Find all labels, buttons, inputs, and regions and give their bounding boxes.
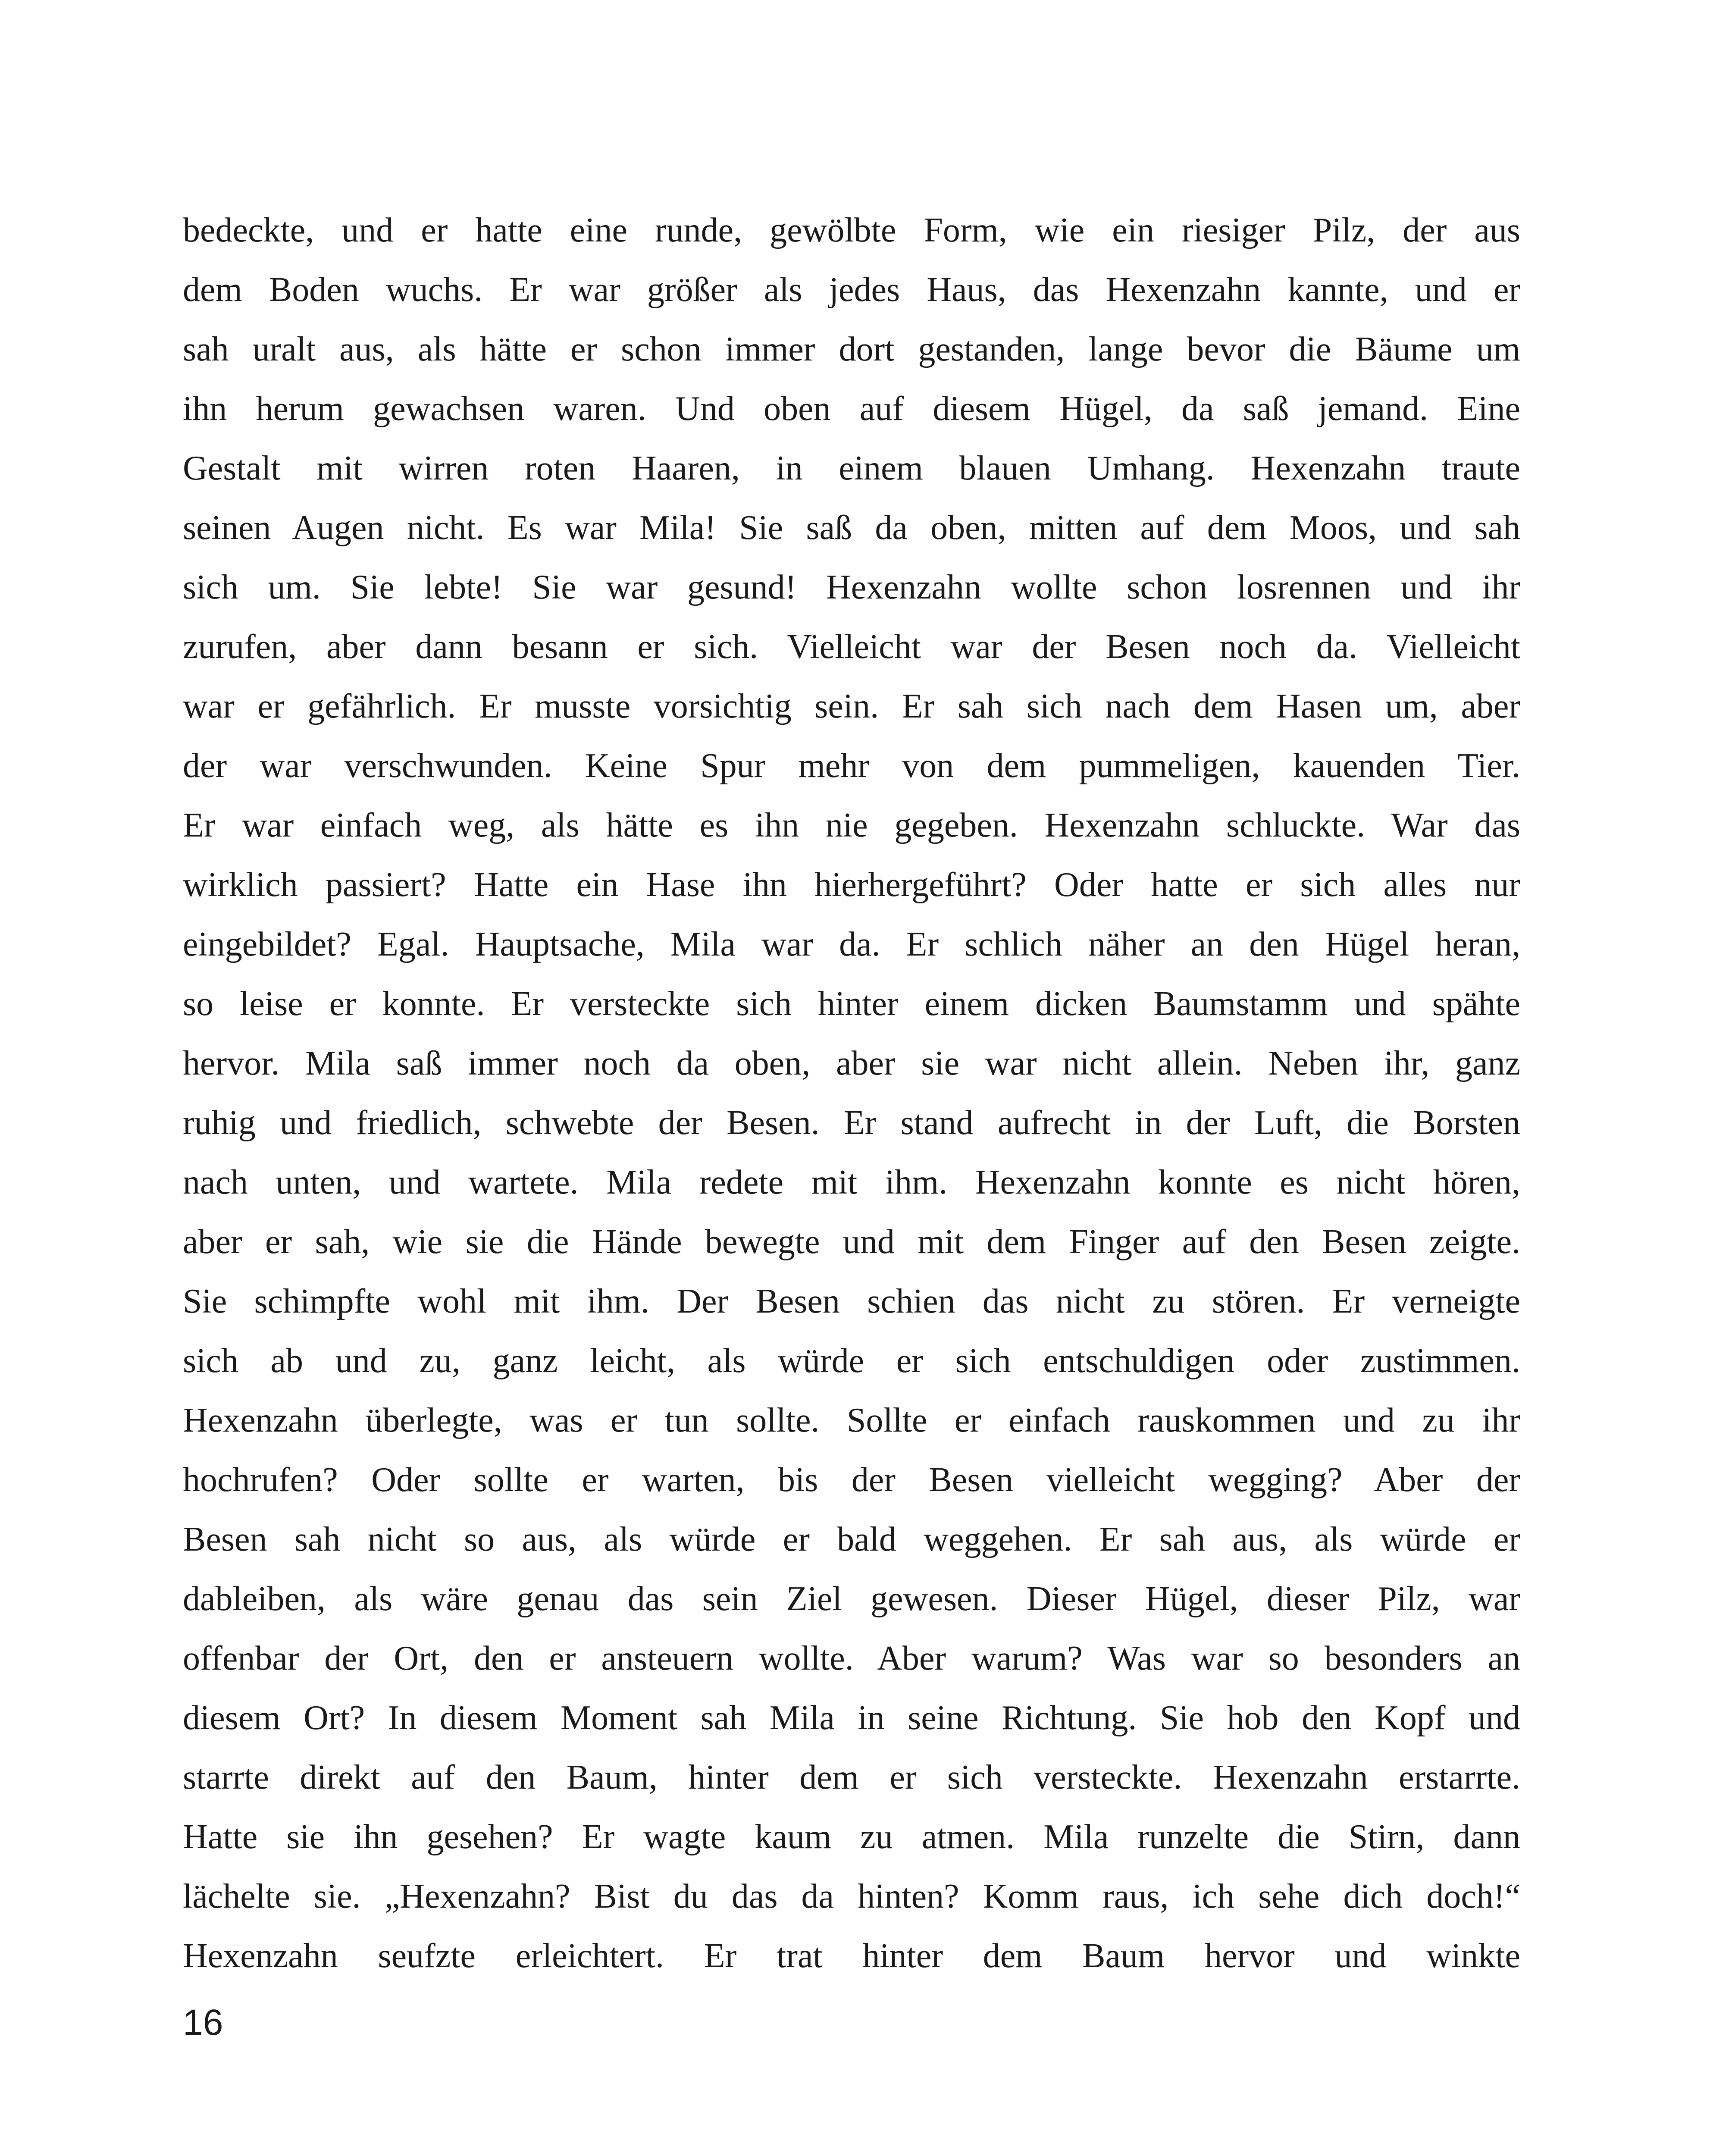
text-line: der war verschwunden. Keine Spur mehr von dem pummeligen, kauenden Tier. [183,747,1520,785]
text-line: Sie schimpfte wohl mit ihm. Der Besen schien das nicht zu stören. Er verneigte [183,1282,1520,1320]
text-line: lächelte sie. „Hexenzahn? Bist du das da hinten? Komm raus, ich sehe dich doch!“ [183,1877,1520,1915]
text-line: dem Boden wuchs. Er war größer als jedes Haus, das Hexenzahn kannte, und er [183,271,1520,309]
text-line: sich ab und zu, ganz leicht, als würde er sich entschuldigen oder zustimmen. [183,1342,1520,1380]
text-line: Gestalt mit wirren roten Haaren, in einem blauen Umhang. Hexenzahn traute [183,449,1520,487]
text-line: hervor. Mila saß immer noch da oben, aber sie war nicht allein. Neben ihr, ganz [183,1044,1520,1082]
text-line: ihn herum gewachsen waren. Und oben auf diesem Hügel, da saß jemand. Eine [183,390,1520,428]
text-line: aber er sah, wie sie die Hände bewegte und mit dem Finger auf den Besen zeigte. [183,1223,1520,1261]
text-line: Hatte sie ihn gesehen? Er wagte kaum zu atmen. Mila runzelte die Stirn, dann [183,1818,1520,1856]
text-line: nach unten, und wartete. Mila redete mit ihm. Hexenzahn konnte es nicht hören, [183,1163,1520,1201]
text-line: sich um. Sie lebte! Sie war gesund! Hexenzahn wollte schon losrennen und ihr [183,568,1520,606]
text-line: seinen Augen nicht. Es war Mila! Sie saß da oben, mitten auf dem Moos, und sah [183,509,1520,547]
text-line: hochrufen? Oder sollte er warten, bis der Besen vielleicht wegging? Aber der [183,1461,1520,1499]
text-line: eingebildet? Egal. Hauptsache, Mila war da. Er schlich näher an den Hügel heran, [183,925,1520,963]
text-line: Hexenzahn seufzte erleichtert. Er trat hinter dem Baum hervor und winkte [183,1937,1520,1975]
text-line: sah uralt aus, als hätte er schon immer dort gestanden, lange bevor die Bäume um [183,330,1520,368]
text-line: diesem Ort? In diesem Moment sah Mila in seine Richtung. Sie hob den Kopf und [183,1699,1520,1737]
text-line: Besen sah nicht so aus, als würde er bald weggehen. Er sah aus, als würde er [183,1520,1520,1558]
text-line: wirklich passiert? Hatte ein Hase ihn hierhergeführt? Oder hatte er sich alles nur [183,866,1520,904]
text-line: Er war einfach weg, als hätte es ihn nie gegeben. Hexenzahn schluckte. War das [183,806,1520,844]
text-line: offenbar der Ort, den er ansteuern wollte. Aber warum? Was war so besonders an [183,1639,1520,1677]
text-line: starrte direkt auf den Baum, hinter dem er sich versteckte. Hexenzahn erstarrte. [183,1758,1520,1796]
text-line: Hexenzahn überlegte, was er tun sollte. Sollte er einfach rauskommen und zu ihr [183,1401,1520,1439]
text-line: ruhig und friedlich, schwebte der Besen. Er stand aufrecht in der Luft, die Borsten [183,1104,1520,1142]
body-text [183,201,1520,1986]
text-line: war er gefährlich. Er musste vorsichtig sein. Er sah sich nach dem Hasen um, aber [183,687,1520,725]
text-line: zurufen, aber dann besann er sich. Vielleicht war der Besen noch da. Vielleicht [183,628,1520,666]
text-line: bedeckte, und er hatte eine runde, gewölbte Form, wie ein riesiger Pilz, der aus [183,211,1520,249]
text-line: dableiben, als wäre genau das sein Ziel gewesen. Dieser Hügel, dieser Pilz, war [183,1580,1520,1618]
page-number: 16 [183,2002,223,2043]
text-line: so leise er konnte. Er versteckte sich hinter einem dicken Baumstamm und spähte [183,985,1520,1023]
